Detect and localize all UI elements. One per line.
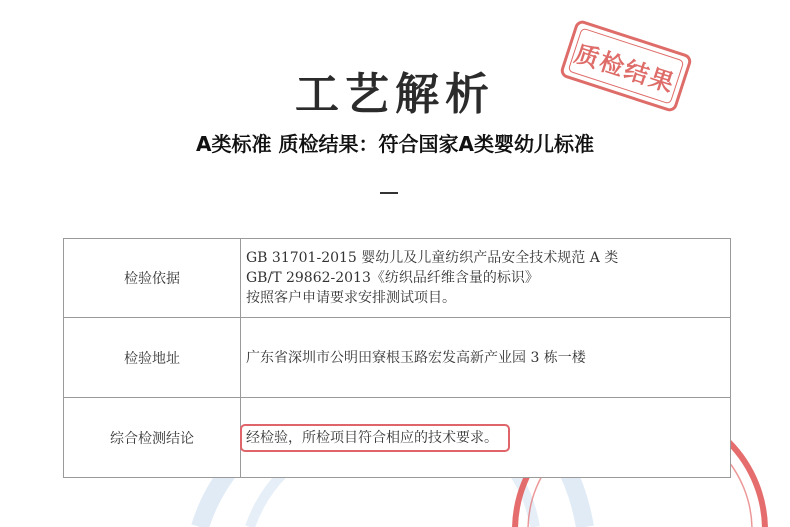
table-row-conclusion [64,398,730,477]
table-row-basis [64,239,730,318]
page-subtitle: A类标准 质检结果：符合国家A类婴幼儿标准 [196,132,594,156]
basis-line: GB 31701-2015 婴幼儿及儿童纺织产品安全技术规范 A 类 [246,250,619,266]
row-value [246,398,722,477]
row-label: 检验依据 [64,239,241,317]
row-value [246,318,722,397]
page-title: 工艺解析 [295,69,495,120]
table-row-address [64,318,730,398]
basis-line: 按照客户申请要求安排测试项目。 [246,290,456,306]
conclusion-highlight: 经检验，所检项目符合相应的技术要求。 [240,424,510,452]
row-label: 综合检测结论 [64,398,241,477]
address-line: 广东省深圳市公明田寮根玉路宏发高新产业园 3 栋一楼 [246,349,586,366]
divider-dash [380,192,398,194]
basis-line: GB/T 29862-2013《纺织品纤维含量的标识》 [246,270,539,286]
quality-result-stamp: 质检结果 [559,19,694,114]
inspection-table [63,238,731,478]
row-value [246,239,722,317]
row-label: 检验地址 [64,318,241,397]
